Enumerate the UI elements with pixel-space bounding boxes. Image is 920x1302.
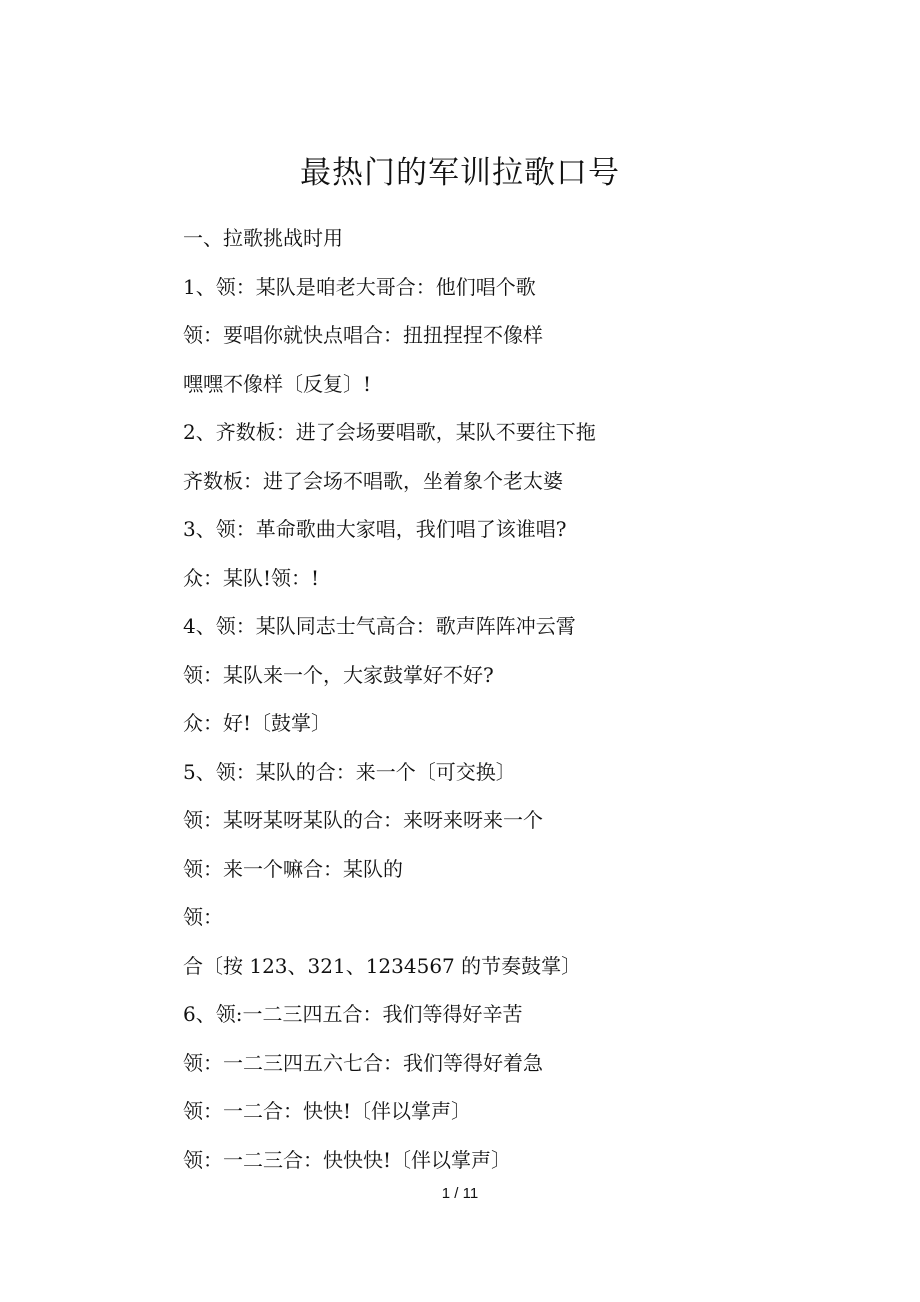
text-line: 齐数板：进了会场不唱歌，坐着象个老太婆	[183, 468, 563, 493]
text-line: 领：某队来一个，大家鼓掌好不好?	[183, 662, 494, 687]
text-line: 领：某呀某呀某队的合：来呀来呀来一个	[183, 808, 543, 832]
text-line: 5、领：某队的合：来一个〔可交换〕	[183, 759, 516, 784]
text-line: 合〔按 123、321、1234567 的节奏鼓掌〕	[183, 953, 582, 978]
text-line: 领：	[183, 905, 223, 929]
text-line: 领：一二合：快快!〔伴以掌声〕	[183, 1099, 472, 1123]
text-line: 领：来一个嘛合：某队的	[183, 856, 403, 881]
text-line: 1、领：某队是咱老大哥合：他们唱个歌	[183, 274, 536, 299]
text-line: 一、拉歌挑战时用	[183, 226, 343, 250]
text-line: 领：一二三四五六七合：我们等得好着急	[183, 1050, 543, 1075]
text-line: 领：要唱你就快点唱合：扭扭捏捏不像样	[183, 323, 543, 347]
text-line: 6、领:一二三四五合：我们等得好辛苦	[183, 1002, 523, 1026]
text-line: 3、领：革命歌曲大家唱，我们唱了该谁唱?	[183, 517, 567, 541]
text-line: 众：某队!领：!	[183, 565, 320, 590]
text-line: 领：一二三合：快快快!〔伴以掌声〕	[183, 1147, 512, 1172]
document-title: 最热门的军训拉歌口号	[300, 155, 620, 191]
text-line: 众：好!〔鼓掌〕	[183, 711, 332, 735]
text-line: 4、领：某队同志士气高合：歌声阵阵冲云霄	[183, 614, 576, 638]
page-number: 1 / 11	[441, 1185, 479, 1202]
document-body	[183, 220, 883, 1190]
text-line: 2、齐数板：进了会场要唱歌，某队不要往下拖	[183, 420, 596, 444]
text-line: 嘿嘿不像样〔反复〕!	[183, 371, 372, 396]
